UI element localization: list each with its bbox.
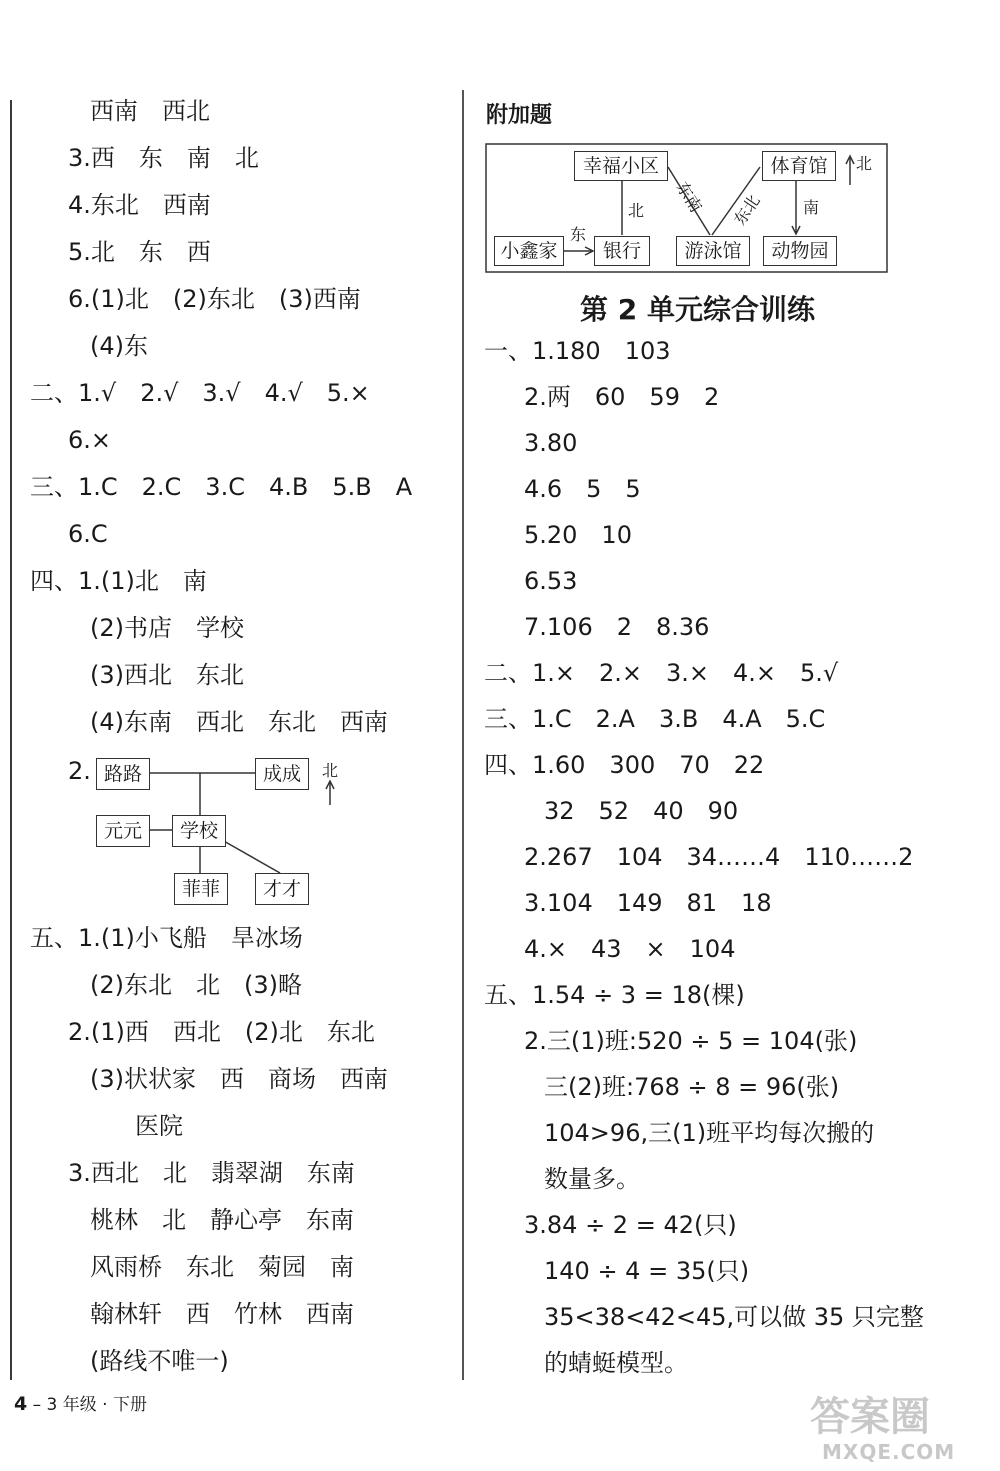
section-title: 第 2 单元综合训练 — [580, 293, 815, 326]
answer-line: (3)西北 东北 — [90, 661, 244, 689]
answer-line: 三、1.C 2.C 3.C 4.B 5.B A — [30, 473, 413, 501]
map-box-caicai: 才才 — [255, 873, 309, 905]
answer-line: (3)状状家 西 商场 西南 — [90, 1065, 388, 1093]
answer-line: 五、1.(1)小飞船 旱冰场 — [30, 924, 303, 952]
map-label-dong: 东 — [570, 225, 587, 244]
answer-line: 医院 — [135, 1112, 183, 1140]
map-box-yuanyuan: 元元 — [96, 815, 150, 847]
map-box-xiaoxin: 小鑫家 — [494, 236, 564, 266]
answer-line: 140 ÷ 4 = 35(只) — [544, 1257, 750, 1285]
answer-line: 5.北 东 西 — [68, 238, 211, 266]
map-box-lulu: 路路 — [96, 758, 150, 790]
answer-line: 2. — [68, 757, 91, 785]
answer-line: 5.20 10 — [524, 521, 632, 549]
answer-line: 翰林轩 西 竹林 西南 — [90, 1300, 354, 1328]
answer-line: 4.6 5 5 — [524, 475, 641, 503]
map-box-dongwuyuan: 动物园 — [763, 236, 837, 266]
map-box-youyong: 游泳馆 — [676, 236, 750, 266]
answer-line: 的蜻蜓模型。 — [544, 1349, 688, 1377]
answer-line: 35<38<42<45,可以做 35 只完整 — [544, 1303, 924, 1331]
answer-line: 4.× 43 × 104 — [524, 935, 736, 963]
answer-line: 五、1.54 ÷ 3 = 18(棵) — [484, 981, 745, 1009]
answer-line: 32 52 40 90 — [544, 797, 739, 825]
map-label-dongnan: 东南 — [672, 178, 706, 216]
map-box-school: 学校 — [172, 815, 226, 847]
answer-line: 四、1.60 300 70 22 — [484, 751, 765, 779]
map-box-tiyuguan: 体育馆 — [762, 151, 836, 181]
map-box-feifei: 菲菲 — [174, 873, 228, 905]
answer-line: 2.三(1)班:520 ÷ 5 = 104(张) — [524, 1027, 858, 1055]
map-box-chengcheng: 成成 — [255, 758, 309, 790]
footer-dash: – — [32, 1395, 42, 1415]
page-number: 4 — [14, 1393, 28, 1415]
answer-line: 3.104 149 81 18 — [524, 889, 772, 917]
answer-line: 3.80 — [524, 429, 578, 457]
map-label-bei: 北 — [628, 201, 645, 220]
map-label-nan: 南 — [803, 198, 820, 217]
answer-line: 2.(1)西 西北 (2)北 东北 — [68, 1018, 375, 1046]
answer-line: 7.106 2 8.36 — [524, 613, 710, 641]
watermark-logo: 答案圈 — [810, 1394, 930, 1440]
answer-line: 2.267 104 34……4 110……2 — [524, 843, 914, 871]
answer-line: (2)东北 北 (3)略 — [90, 971, 302, 999]
answer-line: 二、1.× 2.× 3.× 4.× 5.√ — [484, 659, 839, 687]
answer-line: 西南 西北 — [90, 97, 210, 125]
north-label: 北 — [322, 761, 339, 780]
map-box-yinhang: 银行 — [594, 236, 650, 266]
answer-line: 2.两 60 59 2 — [524, 383, 720, 411]
map-label-dongbei: 东北 — [730, 191, 764, 229]
answer-line: 三、1.C 2.A 3.B 4.A 5.C — [484, 705, 826, 733]
answer-line: 风雨桥 东北 菊园 南 — [90, 1253, 354, 1281]
page-footer — [14, 1390, 147, 1415]
answer-line: (4)东 — [90, 332, 148, 360]
map-box-xingfu: 幸福小区 — [574, 151, 668, 181]
answer-line: 三(2)班:768 ÷ 8 = 96(张) — [544, 1073, 840, 1101]
answer-line: (2)书店 学校 — [90, 614, 244, 642]
answer-line: 6.(1)北 (2)东北 (3)西南 — [68, 285, 361, 313]
answer-line: 4.东北 西南 — [68, 191, 211, 219]
answer-line: 3.西北 北 翡翠湖 东南 — [68, 1159, 355, 1187]
answer-line: 四、1.(1)北 南 — [30, 567, 207, 595]
answer-line: 6.C — [68, 520, 108, 548]
answer-line: (路线不唯一) — [90, 1347, 229, 1375]
answer-line: 6.× — [68, 426, 112, 454]
grade-label: 3 年级 · 下册 — [46, 1395, 147, 1415]
answer-line: 104>96,三(1)班平均每次搬的 — [544, 1119, 875, 1147]
answer-line: 二、1.√ 2.√ 3.√ 4.√ 5.× — [30, 379, 370, 407]
extra-question-title: 附加题 — [486, 103, 553, 128]
answer-line: 数量多。 — [544, 1165, 640, 1193]
answer-line: 6.53 — [524, 567, 578, 595]
answer-line: 3.84 ÷ 2 = 42(只) — [524, 1211, 737, 1239]
north-label: 北 — [856, 154, 873, 173]
watermark-url: MXQE.COM — [822, 1440, 956, 1464]
answer-line: 3.西 东 南 北 — [68, 144, 259, 172]
answer-line: 一、1.180 103 — [484, 337, 671, 365]
answer-line: (4)东南 西北 东北 西南 — [90, 708, 388, 736]
answer-line: 桃林 北 静心亭 东南 — [90, 1206, 354, 1234]
